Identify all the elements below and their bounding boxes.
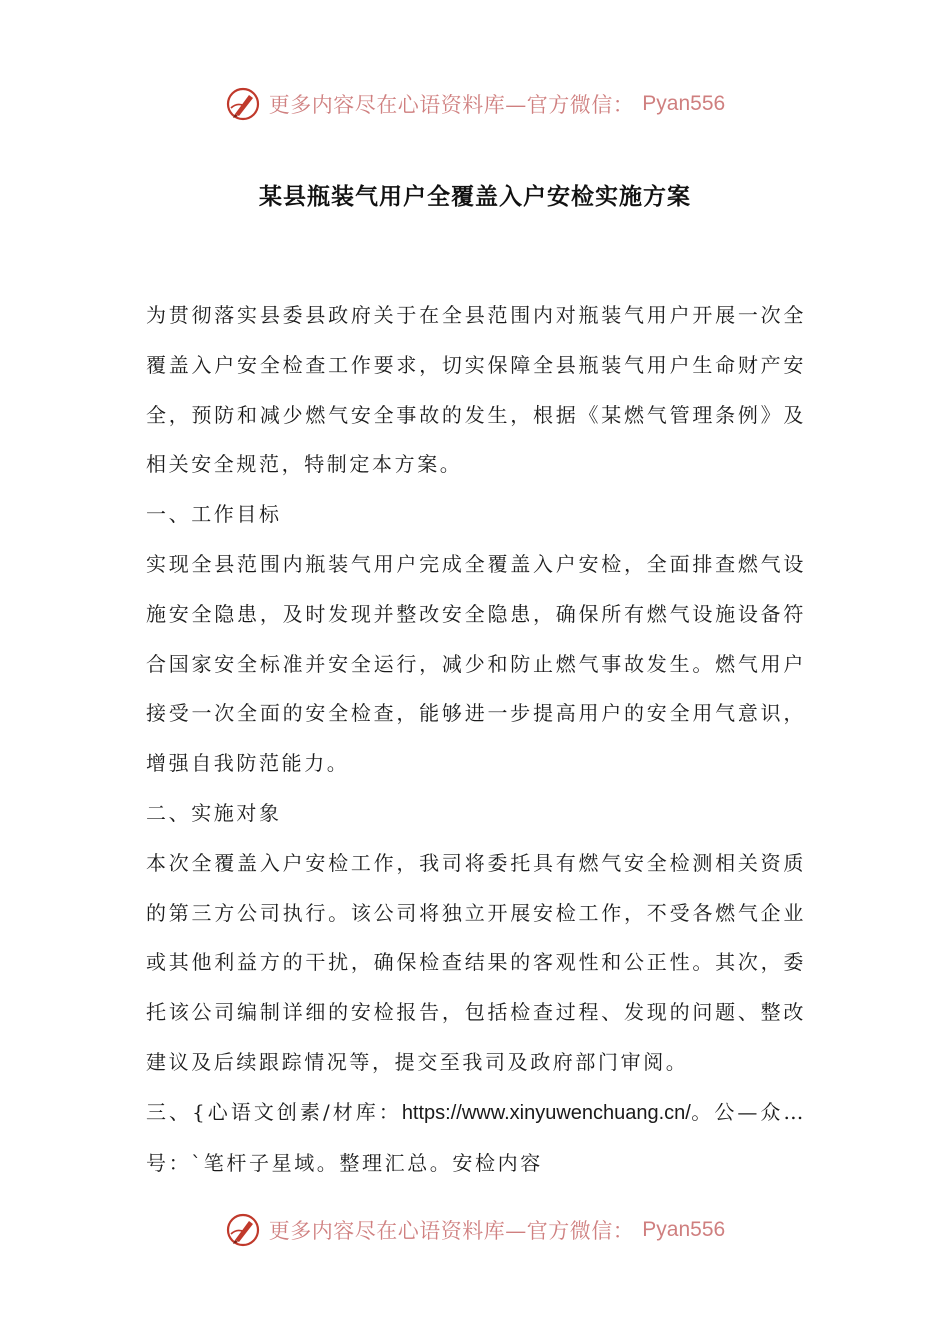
watermark-footer: [0, 1208, 950, 1252]
section-heading-targets: 二、实施对象: [146, 800, 282, 825]
watermark-wechat-id: Pyan556: [642, 92, 726, 115]
document-body: [146, 291, 806, 1188]
heading-prefix: 三、{心语文创素/材库：: [146, 1099, 402, 1124]
source-link[interactable]: https://www.xinyuwenchuang.cn/: [401, 1101, 691, 1124]
targets-paragraph: 本次全覆盖入户安检工作，我司将委托具有燃气安全检测相关资质的第三方公司执行。该公司将独立开展安检工作，不受各燃气企业或其他利益方的干扰，确保检查结果的客观性和公正性。其次，委托该公司编制详细的安检报告，包括检查过程、发现的问题、整改建议及后续跟踪情况等，提交至我司及政府部门审阅。: [146, 850, 806, 1074]
pen-logo-icon: [225, 1212, 261, 1248]
heading-suffix: 。公—众…号：`笔杆子星域。整理汇总。安检内容: [146, 1099, 807, 1175]
section-heading-goals: 一、工作目标: [146, 502, 282, 527]
section-heading-contents: [146, 1088, 806, 1189]
intro-paragraph: 为贯彻落实县委县政府关于在全县范围内对瓶装气用户开展一次全覆盖入户安全检查工作要求，切实保障全县瓶装气用户生命财产安全，预防和减少燃气安全事故的发生，根据《某燃气管理条例》及相关安全规范，特制定本方案。: [146, 303, 806, 477]
watermark-wechat-id: Pyan556: [642, 1218, 726, 1241]
watermark-header: [0, 82, 950, 126]
goals-paragraph: 实现全县范围内瓶装气用户完成全覆盖入户安检，全面排查燃气设施安全隐患，及时发现并整改安全隐患，确保所有燃气设施设备符合国家安全标准并安全运行，减少和防止燃气事故发生。燃气用户接受一次全面的安全检查，能够进一步提高用户的安全用气意识，增强自我防范能力。: [146, 551, 806, 776]
watermark-text: 更多内容尽在心语资料库—官方微信：: [268, 1219, 635, 1243]
pen-logo-icon: [225, 86, 261, 122]
watermark-text: 更多内容尽在心语资料库—官方微信：: [268, 93, 635, 117]
document-title: 某县瓶装气用户全覆盖入户安检实施方案: [259, 183, 691, 210]
